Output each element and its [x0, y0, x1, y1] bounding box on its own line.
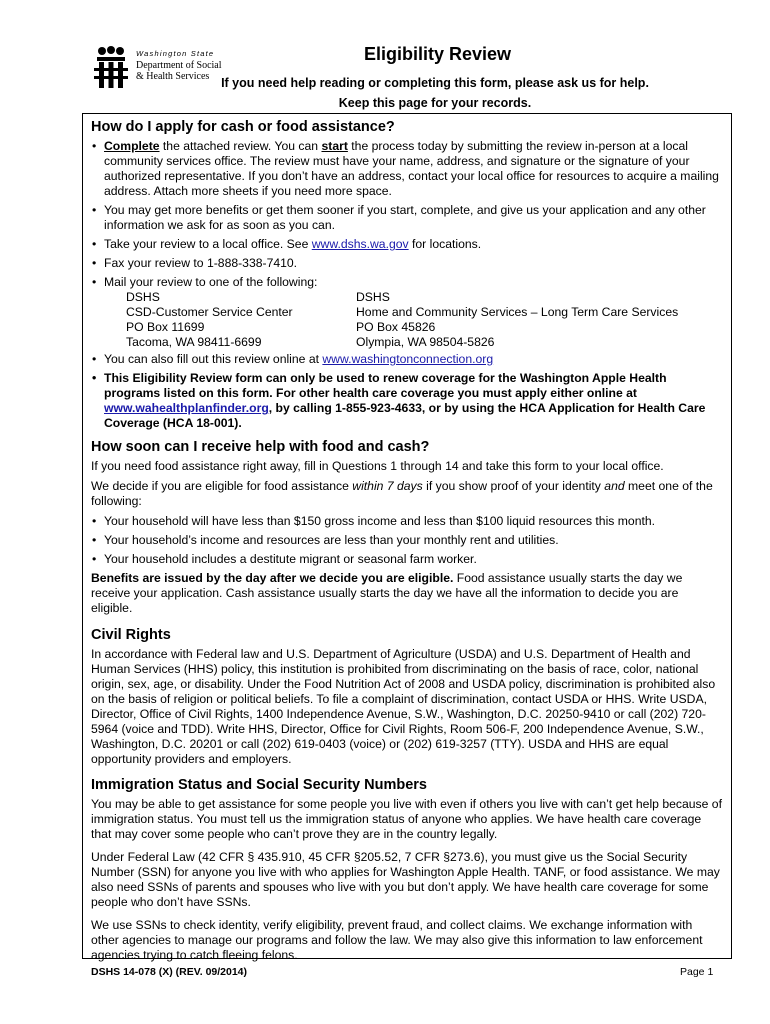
soon-section [91, 438, 723, 616]
wahealthplanfinder-link[interactable]: www.wahealthplanfinder.org [104, 401, 269, 415]
list-item: • Your household includes a destitute migrant or seasonal farm worker. [91, 552, 723, 567]
soon-heading: How soon can I receive help with food and cash? [91, 439, 430, 455]
dshs-website-link[interactable]: www.dshs.wa.gov [311, 237, 409, 251]
civil-rights-section [91, 626, 723, 767]
immigration-paragraph: Under Federal Law (42 CFR § 435.910, 45 CFR §205.52, 7 CFR §273.6), you must give us the Social Security Number (SSN) for anyone you live with who applies for Washington Apple Health. TANF, or food assistance. We may also need SSNs of parents and spouses who live with you but don’t apply. We have health care coverage for some people who don’t have SSNs. [91, 850, 720, 909]
page-title: Eligibility Review [363, 44, 512, 64]
civil-rights-heading: Civil Rights [91, 627, 171, 643]
list-item: • Take your review to a local office. See www.dshs.wa.gov for locations. [91, 237, 723, 252]
immigration-paragraph: You may be able to get assistance for some people you live with even if others you live with can’t get help because of immigration status. You must tell us the immigration status of anyone who applies. We have health care coverage that may cover some people who can’t prove they are in the country legally. [91, 797, 722, 841]
immigration-heading: Immigration Status and Social Security Numbers [91, 777, 427, 793]
washington-connection-link[interactable]: www.washingtonconnection.org [322, 352, 494, 366]
list-item: • This Eligibility Review form can only be used to renew coverage for the Washington Apple Health programs listed on this form. For other health care coverage you must apply either online at www.wahealthplanfinder.org, by calling 1-855-923-4633, or by using the HCA Application for Health Care Coverage (HCA 18-001). [91, 371, 723, 431]
keep-text: Keep this page for your records. [338, 96, 532, 110]
form-code: DSHS 14-078 (X) (REV. 09/2014) [91, 966, 248, 978]
soon-paragraph: If you need food assistance right away, fill in Questions 1 through 14 and take this form to your local office. [91, 459, 664, 473]
logo-state-text: Washington State [136, 49, 215, 58]
immigration-paragraph: We use SSNs to check identity, verify eligibility, prevent fraud, and collect claims. We exchange information with other agencies to manage our programs and follow the law. We may also give this information to law enforcement agencies trying to catch fleeing felons. [91, 918, 703, 962]
list-item: • You may get more benefits or get them sooner if you start, complete, and give us your application and any other information we ask for as soon as you can. [91, 203, 723, 233]
list-item: • You can also fill out this review online at www.washingtonconnection.org [91, 352, 723, 367]
list-item: • Complete the attached review. You can start the process today by submitting the review in-person at a local community services office. The review must have your name, address, and signature or the signature of your authorized representative. If you don’t have an address, contact your local office for resources to acquire a mailing address. Attach more sheets if you need more space. [91, 139, 723, 199]
mail-addresses [91, 290, 723, 350]
list-item: • Your household will have less than $150 gross income and less than $100 liquid resources this month. [91, 514, 723, 529]
apply-heading: How do I apply for cash or food assistance? [91, 119, 395, 135]
help-text: If you need help reading or completing this form, please ask us for help. [221, 76, 649, 90]
list-item: • Your household’s income and resources are less than your monthly rent and utilities. [91, 533, 723, 548]
page-number: Page 1 [680, 966, 714, 978]
list-item: • Fax your review to 1-888-338-7410. [91, 256, 723, 271]
address-tacoma: DSHS CSD-Customer Service Center PO Box 11699 Tacoma, WA 98411-6699 [126, 290, 293, 349]
soon-paragraph: Benefits are issued by the day after we decide you are eligible. Food assistance usually starts the day we receive your application. Cash assistance usually starts the day we have all the information to decide you are eligible. [91, 571, 683, 615]
list-item: • Mail your review to one of the following: [91, 275, 723, 290]
main-content [91, 118, 723, 968]
apply-list [91, 139, 723, 290]
civil-rights-text: In accordance with Federal law and U.S. Department of Agriculture (USDA) and U.S. Department of Health and Human Services (HHS) policy, this institution is prohibited from discriminating on the basis of race, color, national origin, sex, age, or disability. Under the Food Nutrition Act of 2008 and USDA policy, discrimination is prohibited also on the basis of religion or political beliefs. To file a complaint of discrimination, contact USDA or HHS. Write USDA, Director, Office of Civil Rights, 1400 Independence Avenue, S.W., Washington, D.C. 20250-9410 or call (202) 720-5964 (voice and TDD). Write HHS, Director, Office for Civil Rights, Room 506-F, 200 Independence Avenue, S.W., Washington, D.C. 20201 or call (202) 619-0403 (voice) or (202) 619-3257 (TTY). USDA and HHS are equal opportunity providers and employers. [91, 647, 716, 766]
logo-dept-text: Department of Social & Health Services [136, 60, 222, 82]
immigration-section [91, 776, 723, 963]
apply-section [91, 118, 723, 431]
address-olympia: DSHS Home and Community Services – Long Term Care Services PO Box 45826 Olympia, WA 98504-5826 [356, 290, 679, 349]
soon-paragraph: We decide if you are eligible for food assistance within 7 days if you show proof of your identity and meet one of the following: [91, 479, 713, 508]
